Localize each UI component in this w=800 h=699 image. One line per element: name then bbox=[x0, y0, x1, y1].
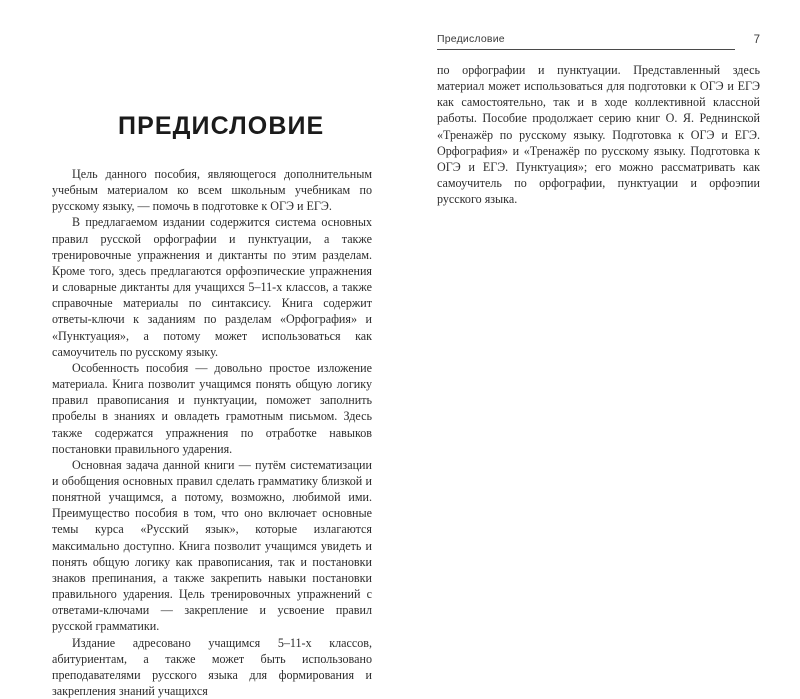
right-page bbox=[437, 0, 760, 640]
paragraph: В предлагаемом издании содержится система основных правил русской орфографии и пунктуации, а также тренировочные упражнения и диктанты по этим разделам. Кроме того, здесь предлагаются орфоэпические упражнения и словарные диктанты для учащихся 5–11-х классов, а также справочные материалы по синтаксису. Книга содержит ответы-ключи к заданиям по разделам «Орфография» и «Пунктуация», а потому может использоваться как самоучитель по русскому языку. bbox=[52, 215, 372, 359]
left-page bbox=[52, 0, 372, 698]
paragraph: Особенность пособия — довольно простое изложение материала. Книга позволит учащимся понять общую логику правил правописания и пунктуации, поможет заполнить пробелы в знаниях и овладеть грамотным письмом. Здесь также содержатся упражнения по отработке навыков постановки правильного ударения. bbox=[52, 360, 372, 456]
page-number: 7 bbox=[753, 34, 760, 46]
paragraph: Издание адресовано учащимся 5–11-х классов, абитуриентам, а также может быть использовано преподавателями русского языка для формирования и закрепления знаний учащихся bbox=[52, 635, 372, 698]
paragraph: Цель данного пособия, являющегося дополнительным учебным материалом ко всем школьным учебникам по русскому языку, — помочь в подготовке к ОГЭ и ЕГЭ. bbox=[52, 167, 372, 214]
paragraph: по орфографии и пунктуации. Представленный здесь материал может использоваться для подготовки к ОГЭ и ЕГЭ как самостоятельно, так и в ходе коллективной классной работы. Пособие продолжает серию книг О. Я. Реднинской «Тренажёр по русскому языку. Подготовка к ОГЭ и ЕГЭ. Орфография» и «Тренажёр по русскому языку. Подготовка к ОГЭ и ЕГЭ. Пунктуация»; его можно рассматривать как самоучитель по орфографии, пунктуации и орфоэпии русского языка. bbox=[437, 63, 760, 207]
left-page-body bbox=[52, 166, 372, 699]
running-head bbox=[437, 33, 760, 55]
running-head-rule bbox=[437, 49, 735, 50]
page-title: ПРЕДИСЛОВИЕ bbox=[118, 112, 325, 140]
running-head-title: Предисловие bbox=[437, 33, 505, 45]
right-page-body bbox=[437, 62, 760, 207]
paragraph: Основная задача данной книги — путём систематизации и обобщения основных правил сделать грамматику близкой и понятной учащимся, а потому, возможно, любимой ими. Преимущество пособия в том, что оно включает основные темы курса «Русский язык», которые излагаются максимально доступно. Книга позволит учащимся увидеть и понять общую логику как правописания, так и постановки знаков препинания, а также закрепить навыки постановки правильного ударения. Цель тренировочных упражнений с ответами-ключами — закрепление и усвоение правил русской грамматики. bbox=[52, 457, 372, 634]
